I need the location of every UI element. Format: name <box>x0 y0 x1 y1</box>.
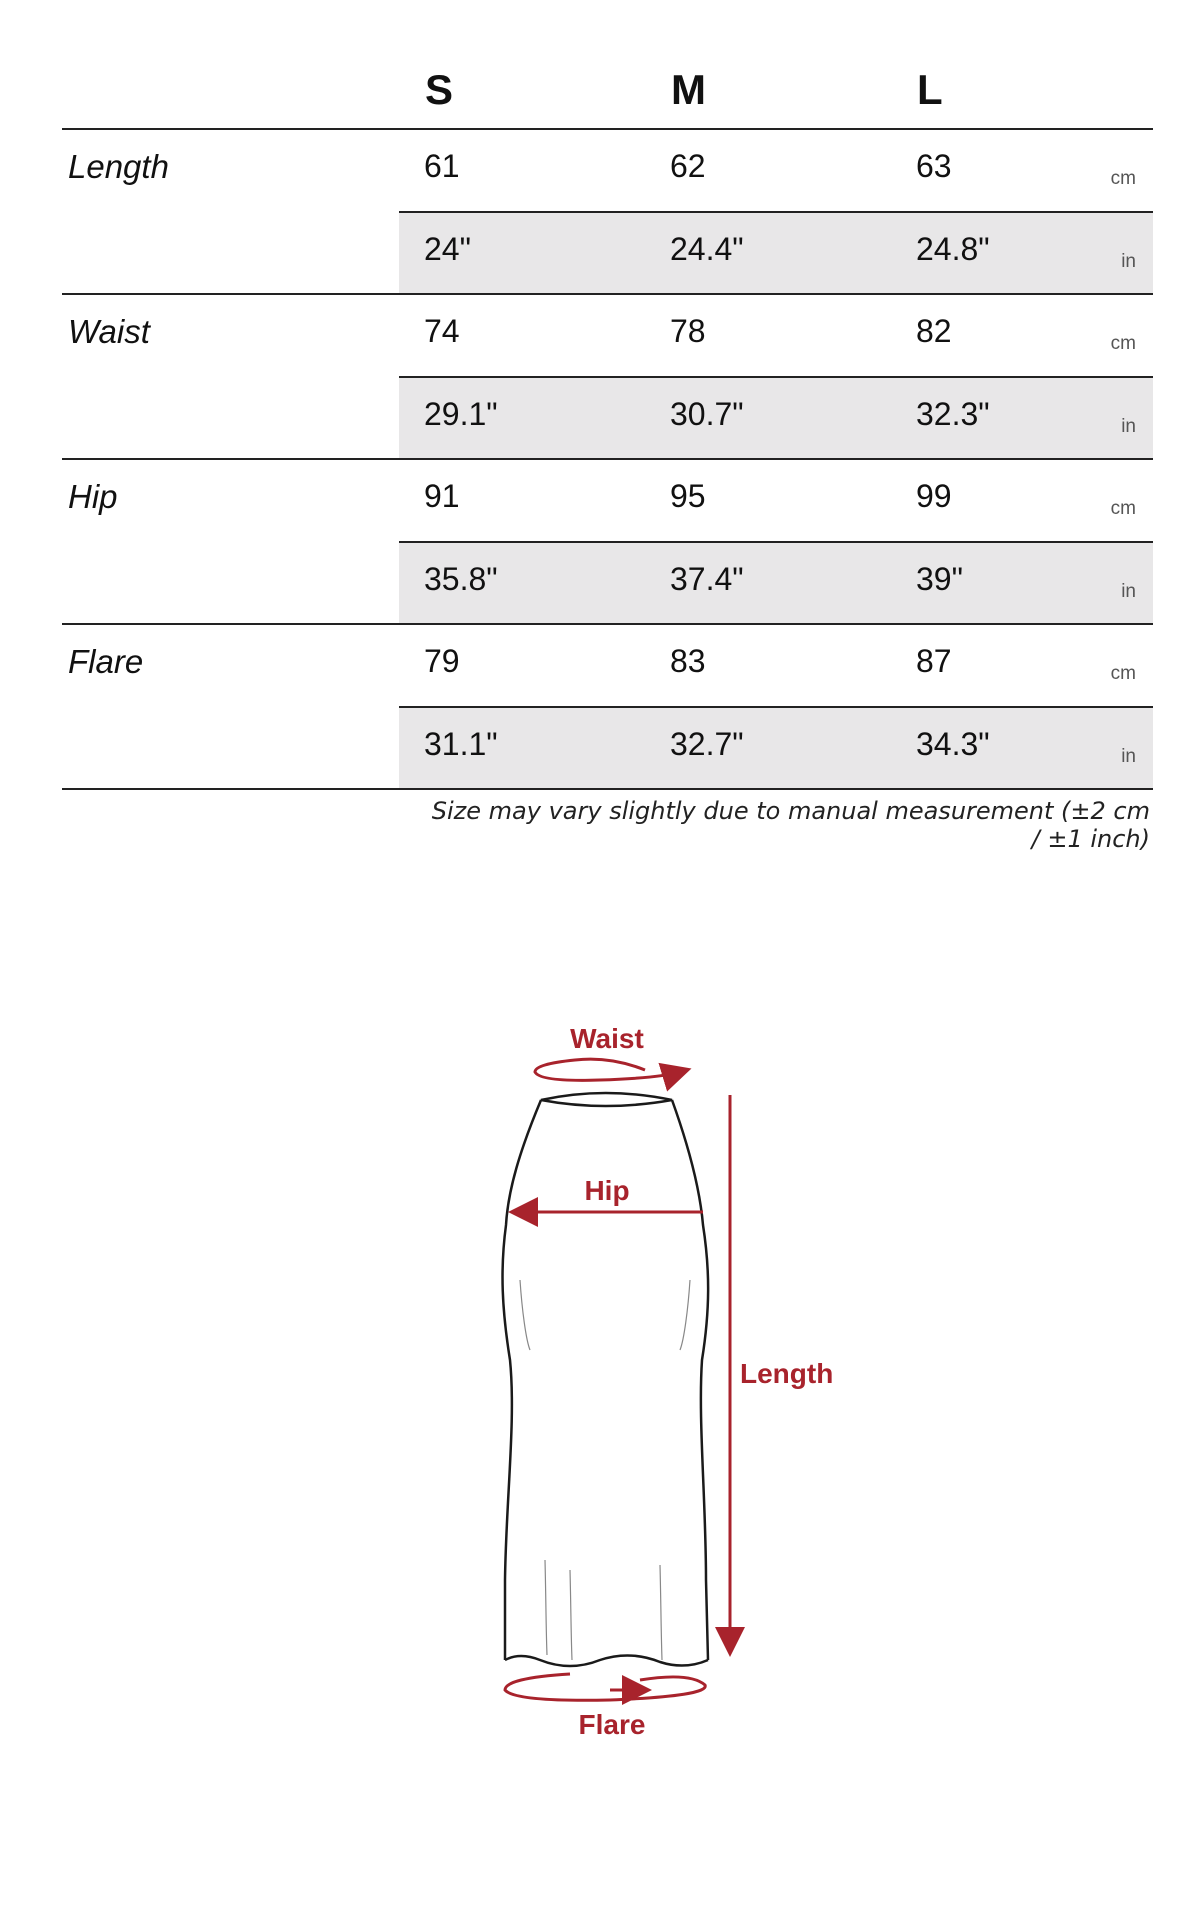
cm-row <box>62 460 1153 541</box>
size-header-row <box>62 40 1153 130</box>
value-cell: 61 <box>424 148 460 184</box>
skirt-diagram-svg <box>0 980 1200 1780</box>
value-cell: 99 <box>916 478 952 514</box>
value-cell: 79 <box>424 643 460 679</box>
value-cell: 24.8" <box>916 231 990 267</box>
value-cell: 32.3" <box>916 396 990 432</box>
measure-group-length <box>62 130 1153 295</box>
unit-label-in: in <box>1121 251 1136 272</box>
value-cell: 32.7" <box>670 726 744 762</box>
value-cell: 39" <box>916 561 963 597</box>
unit-label-in: in <box>1121 416 1136 437</box>
inch-row <box>399 541 1153 623</box>
measure-name: Waist <box>68 313 150 350</box>
size-header-s: S <box>425 66 454 113</box>
value-cell: 30.7" <box>670 396 744 432</box>
measure-name: Flare <box>68 643 144 680</box>
skirt-fold-lines-icon <box>520 1280 690 1660</box>
flare-measure-arrow <box>505 1674 705 1700</box>
value-cell: 35.8" <box>424 561 498 597</box>
size-header-m: M <box>671 66 706 113</box>
inch-row <box>399 376 1153 458</box>
measure-group-waist <box>62 295 1153 460</box>
value-cell: 95 <box>670 478 706 514</box>
value-cell: 62 <box>670 148 706 184</box>
value-cell: 29.1" <box>424 396 498 432</box>
measure-name: Length <box>68 148 169 185</box>
cm-row <box>62 625 1153 706</box>
cm-row <box>62 130 1153 211</box>
unit-label-cm: cm <box>1110 333 1136 354</box>
value-cell: 87 <box>916 643 952 679</box>
unit-label-cm: cm <box>1110 663 1136 684</box>
measure-name: Hip <box>68 478 118 515</box>
waist-measure-arrow <box>535 1059 680 1080</box>
unit-label-cm: cm <box>1110 168 1136 189</box>
value-cell: 34.3" <box>916 726 990 762</box>
inch-row <box>399 706 1153 788</box>
value-cell: 74 <box>424 313 460 349</box>
value-cell: 24" <box>424 231 471 267</box>
flare-label: Flare <box>578 1709 646 1740</box>
inch-row <box>399 211 1153 293</box>
measure-group-hip <box>62 460 1153 625</box>
value-cell: 83 <box>670 643 706 679</box>
unit-label-cm: cm <box>1110 498 1136 519</box>
unit-label-in: in <box>1121 581 1136 602</box>
value-cell: 24.4" <box>670 231 744 267</box>
measure-group-flare <box>62 625 1153 790</box>
value-cell: 63 <box>916 148 952 184</box>
skirt-diagram <box>0 980 1200 1780</box>
unit-label-in: in <box>1121 746 1136 767</box>
cm-row <box>62 295 1153 376</box>
value-cell: 31.1" <box>424 726 498 762</box>
length-label: Length <box>740 1358 834 1389</box>
value-cell: 78 <box>670 313 706 349</box>
value-cell: 37.4" <box>670 561 744 597</box>
measurement-note: Size may vary slightly due to manual measurement (±2 cm / ±1 inch) <box>431 797 1150 853</box>
size-header-l: L <box>917 66 943 113</box>
value-cell: 82 <box>916 313 952 349</box>
waist-label: Waist <box>570 1023 644 1054</box>
value-cell: 91 <box>424 478 460 514</box>
hip-label: Hip <box>584 1175 630 1206</box>
size-table <box>62 40 1153 790</box>
